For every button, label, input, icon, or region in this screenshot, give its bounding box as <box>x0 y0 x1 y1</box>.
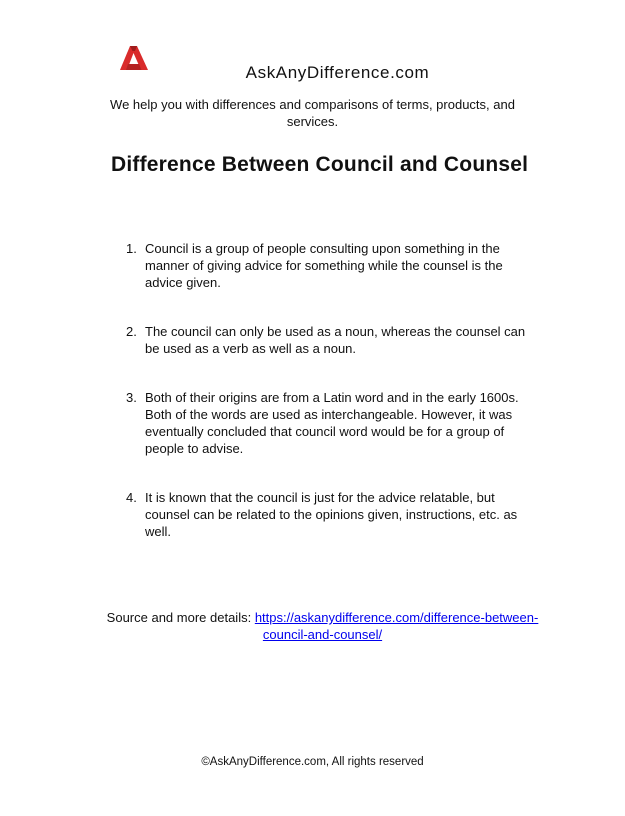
list-item-number: 4. <box>126 490 137 505</box>
difference-points-list <box>126 240 530 540</box>
list-item-number: 3. <box>126 390 137 405</box>
source-link[interactable]: https://askanydifference.com/difference-between-council-and-counsel/ <box>254 610 539 642</box>
list-item-text: Council is a group of people consulting upon something in the manner of giving advice for something while the counsel is the advice given. <box>145 241 503 290</box>
list-item-text: Both of their origins are from a Latin word and in the early 1600s. Both of the words are used as interchangeable. However, it was eventually concluded that council word would be for a group of people to advise. <box>145 390 519 456</box>
page-title: Difference Between Council and Counsel <box>111 153 529 176</box>
list-item-number: 1. <box>126 241 137 256</box>
list-item <box>126 323 530 357</box>
source-label: Source and more details: <box>106 610 255 625</box>
footer-copyright: ©AskAnyDifference.com, All rights reserved <box>201 756 424 768</box>
list-item <box>126 389 530 457</box>
list-item <box>126 240 530 291</box>
list-item-number: 2. <box>126 324 137 339</box>
tagline: We help you with differences and comparisons of terms, products, and services. <box>110 97 515 129</box>
list-item <box>126 489 530 540</box>
list-item-text: It is known that the council is just for the advice relatable, but counsel can be related to the opinions given, instructions, etc. as well. <box>145 490 518 539</box>
list-item-text: The council can only be used as a noun, whereas the counsel can be used as a verb as well as a noun. <box>145 324 526 356</box>
site-name[interactable]: AskAnyDifference.com <box>245 63 430 82</box>
source-line <box>100 609 545 643</box>
